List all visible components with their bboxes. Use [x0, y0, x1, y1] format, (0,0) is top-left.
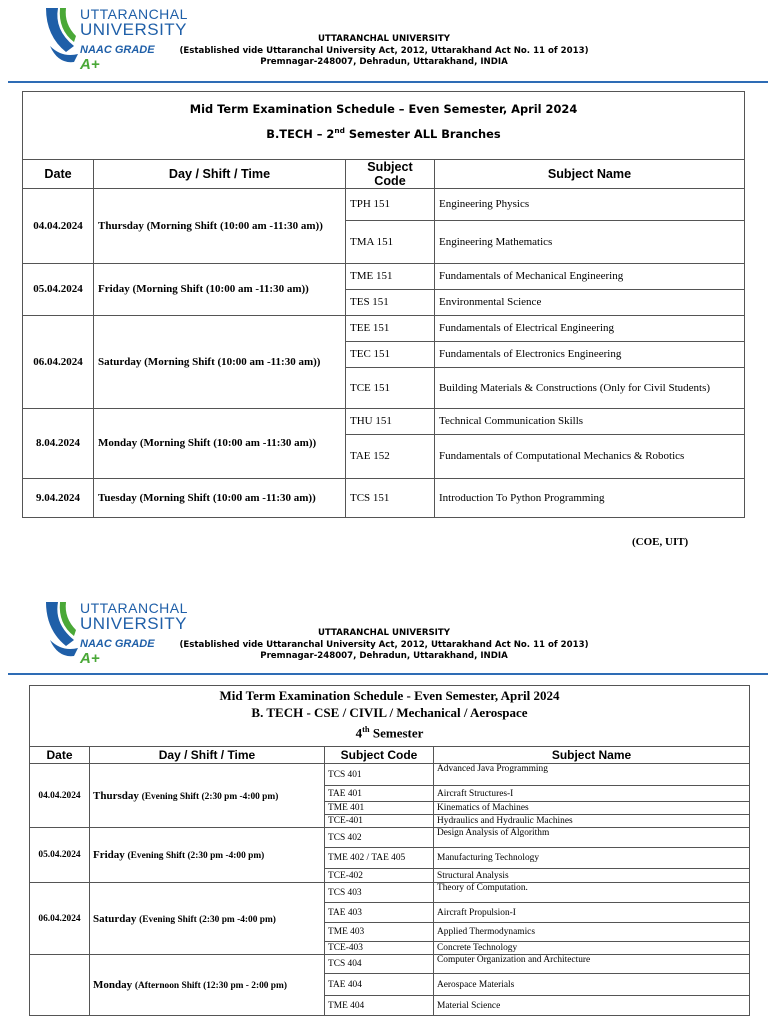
schedule-semester: 4th Semester — [355, 724, 424, 741]
subject-name: Concrete Technology — [434, 942, 750, 955]
subject-name: Manufacturing Technology — [434, 848, 750, 869]
exam-date: 06.04.2024 — [23, 315, 94, 408]
exam-date: 9.04.2024 — [23, 478, 94, 517]
schedule-title: Mid Term Examination Schedule – Even Semester, April 2024 — [189, 102, 578, 116]
subject-code: TCE-403 — [325, 942, 434, 955]
subject-code: TME 401 — [325, 802, 434, 815]
exam-day-shift: Thursday (Evening Shift (2:30 pm -4:00 pm) — [90, 764, 325, 828]
exam-day-shift: Friday (Morning Shift (10:00 am -11:30 am)) — [94, 263, 346, 315]
subject-code: TAE 404 — [325, 974, 434, 996]
subject-name: Kinematics of Machines — [434, 802, 750, 815]
logo-text-line1: UTTARANCHAL — [80, 6, 188, 22]
university-established: (Established vide Uttaranchal University Act, 2012, Uttarakhand Act No. 11 of 2013) — [179, 639, 589, 650]
subject-code: TAE 403 — [325, 903, 434, 923]
university-name: UTTARANCHAL UNIVERSITY — [318, 34, 450, 44]
subject-code: TCE-401 — [325, 815, 434, 828]
table-header-row — [23, 159, 745, 188]
subject-name: Advanced Java Programming — [434, 764, 750, 786]
subject-name: Fundamentals of Electronics Engineering — [435, 341, 745, 367]
table-row — [23, 408, 745, 434]
subject-code: TME 402 / TAE 405 — [325, 848, 434, 869]
subject-name: Engineering Mathematics — [435, 220, 745, 263]
exam-date: 06.04.2024 — [30, 883, 90, 955]
subject-code: TEC 151 — [346, 341, 435, 367]
subject-code: TCE 151 — [346, 367, 435, 408]
subject-name: Material Science — [434, 996, 750, 1016]
subject-name: Design Analysis of Algorithm — [434, 828, 750, 848]
header-subject-code: Subject Code — [325, 747, 434, 764]
subject-name: Fundamentals of Electrical Engineering — [435, 315, 745, 341]
header-subject-name: Subject Name — [434, 747, 750, 764]
subject-name: Applied Thermodynamics — [434, 923, 750, 942]
table-row — [23, 478, 745, 517]
logo-naac-grade: NAAC GRADE A+ — [80, 44, 155, 73]
subject-name: Aircraft Structures-I — [434, 786, 750, 802]
subject-code: TCE-402 — [325, 869, 434, 883]
subject-name: Fundamentals of Mechanical Engineering — [435, 263, 745, 289]
schedule-table-2nd-semester — [22, 91, 745, 518]
subject-code: TMA 151 — [346, 220, 435, 263]
subject-code: TAE 401 — [325, 786, 434, 802]
university-header — [0, 628, 768, 663]
exam-date: 05.04.2024 — [30, 828, 90, 883]
subject-code: TME 151 — [346, 263, 435, 289]
header-rule — [8, 673, 768, 675]
subject-code: TCS 403 — [325, 883, 434, 903]
exam-date: 04.04.2024 — [23, 188, 94, 263]
subject-code: TPH 151 — [346, 188, 435, 220]
exam-date: 04.04.2024 — [30, 764, 90, 828]
table-row — [30, 828, 750, 848]
exam-date: 05.04.2024 — [23, 263, 94, 315]
table-row — [30, 955, 750, 974]
exam-day-shift: Saturday (Morning Shift (10:00 am -11:30 am)) — [94, 315, 346, 408]
header-rule — [8, 81, 768, 83]
header-subject-code: Subject Code — [346, 159, 435, 188]
subject-name: Aerospace Materials — [434, 974, 750, 996]
subject-code: TCS 151 — [346, 478, 435, 517]
exam-day-shift: Monday (Morning Shift (10:00 am -11:30 am)) — [94, 408, 346, 478]
subject-name: Hydraulics and Hydraulic Machines — [434, 815, 750, 828]
subject-name: Aircraft Propulsion-I — [434, 903, 750, 923]
subject-name: Fundamentals of Computational Mechanics & Robotics — [435, 434, 745, 478]
header-date: Date — [30, 747, 90, 764]
university-address: Premnagar-248007, Dehradun, Uttarakhand, INDIA — [260, 651, 508, 661]
logo-text-line2: UNIVERSITY — [80, 20, 188, 39]
logo-text-line1: UTTARANCHAL — [80, 600, 188, 616]
header-day-shift-time: Day / Shift / Time — [94, 159, 346, 188]
header-date: Date — [23, 159, 94, 188]
subject-name: Structural Analysis — [434, 869, 750, 883]
exam-day-shift: Tuesday (Morning Shift (10:00 am -11:30 am)) — [94, 478, 346, 517]
table-row — [30, 764, 750, 786]
header-subject-name: Subject Name — [435, 159, 745, 188]
subject-name: Introduction To Python Programming — [435, 478, 745, 517]
subject-name: Theory of Computation. — [434, 883, 750, 903]
schedule-subtitle: B. TECH - CSE / CIVIL / Mechanical / Aerospace — [251, 705, 528, 720]
subject-name: Technical Communication Skills — [435, 408, 745, 434]
table-row — [23, 315, 745, 341]
logo-text-line2: UNIVERSITY — [80, 614, 188, 633]
subject-code: TEE 151 — [346, 315, 435, 341]
exam-date — [30, 955, 90, 1016]
exam-day-shift: Friday (Evening Shift (2:30 pm -4:00 pm) — [90, 828, 325, 883]
table-header-row — [30, 747, 750, 764]
subject-code: TAE 152 — [346, 434, 435, 478]
subject-name: Environmental Science — [435, 289, 745, 315]
university-name: UTTARANCHAL UNIVERSITY — [318, 628, 450, 638]
schedule-table-4th-semester — [29, 685, 750, 1016]
university-header — [0, 34, 768, 69]
table-row — [23, 263, 745, 289]
exam-day-shift: Monday (Afternoon Shift (12:30 pm - 2:00 pm) — [90, 955, 325, 1016]
exam-day-shift: Saturday (Evening Shift (2:30 pm -4:00 pm) — [90, 883, 325, 955]
subject-name: Computer Organization and Architecture — [434, 955, 750, 974]
table-row — [23, 188, 745, 220]
coe-signature: (COE, UIT) — [632, 536, 689, 548]
table-title-row — [30, 686, 750, 747]
subject-code: TCS 404 — [325, 955, 434, 974]
subject-name: Building Materials & Constructions (Only for Civil Students) — [435, 367, 745, 408]
subject-code: TME 404 — [325, 996, 434, 1016]
subject-name: Engineering Physics — [435, 188, 745, 220]
exam-date: 8.04.2024 — [23, 408, 94, 478]
schedule-title: Mid Term Examination Schedule - Even Semester, April 2024 — [219, 688, 560, 703]
subject-code: THU 151 — [346, 408, 435, 434]
subject-code: TME 403 — [325, 923, 434, 942]
schedule-subtitle: B.TECH – 2nd Semester ALL Branches — [266, 126, 501, 141]
logo-naac-grade: NAAC GRADE A+ — [80, 638, 155, 667]
subject-code: TES 151 — [346, 289, 435, 315]
header-day-shift-time: Day / Shift / Time — [90, 747, 325, 764]
table-title-row — [23, 92, 745, 160]
university-established: (Established vide Uttaranchal University Act, 2012, Uttarakhand Act No. 11 of 2013) — [179, 45, 589, 56]
table-row — [30, 883, 750, 903]
subject-code: TCS 402 — [325, 828, 434, 848]
exam-day-shift: Thursday (Morning Shift (10:00 am -11:30 am)) — [94, 188, 346, 263]
subject-code: TCS 401 — [325, 764, 434, 786]
university-address: Premnagar-248007, Dehradun, Uttarakhand, INDIA — [260, 57, 508, 67]
